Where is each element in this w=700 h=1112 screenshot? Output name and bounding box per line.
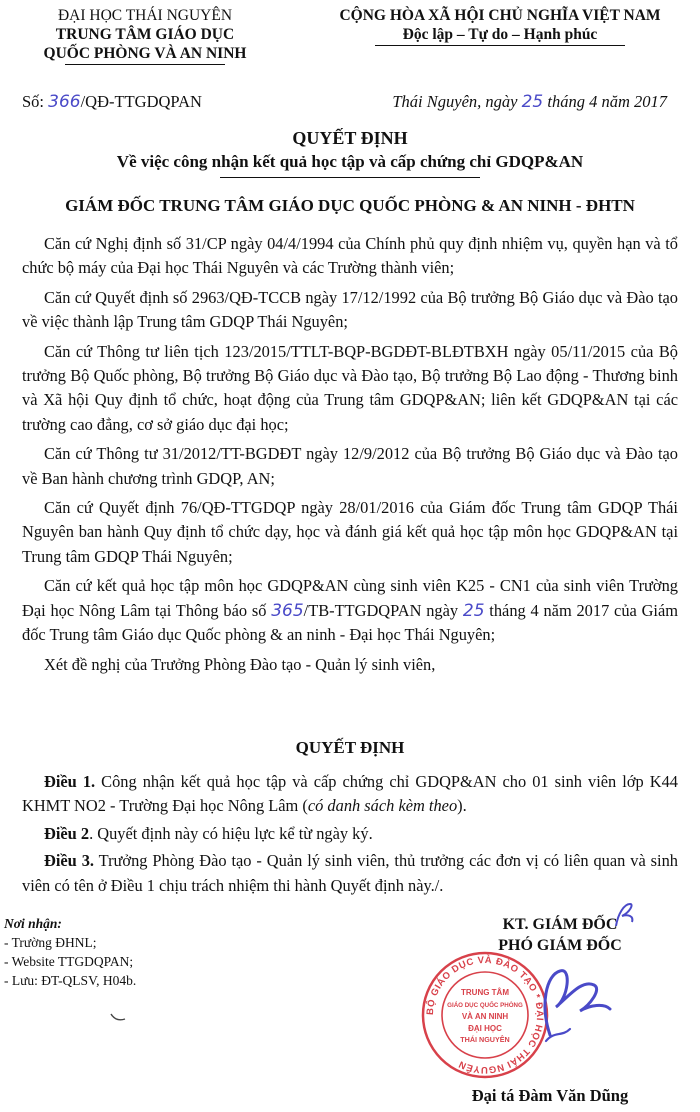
issuing-authority: GIÁM ĐỐC TRUNG TÂM GIÁO DỤC QUỐC PHÒNG & AN NINH - ĐHTN bbox=[65, 196, 635, 215]
decision-subject: Về việc công nhận kết quả học tập và cấp chứng chỉ GDQP&AN bbox=[116, 152, 584, 171]
basis-results-middle: /TB-TTGDQPAN ngày bbox=[303, 600, 463, 620]
basis-results-before: Căn cứ kết quả học tập môn học GDQP&AN cùng sinh viên K25 - CN1 của sinh viên Trường Đại học Nông Lâm tại Thông báo số bbox=[22, 576, 678, 620]
seal-inner-line: GIÁO DỤC QUỐC PHÒNG bbox=[447, 1002, 523, 1009]
doc-number-handwritten: 366 bbox=[48, 92, 81, 112]
recipient-item: - Trường ĐHNL; bbox=[4, 935, 97, 950]
recipient-item: - Lưu: ĐT-QLSV, H04b. bbox=[4, 973, 137, 988]
recipient-item: - Website TTGDQPAN; bbox=[4, 954, 134, 969]
basis-paragraph: Căn cứ Nghị định số 31/CP ngày 04/4/1994 của Chính phủ quy định nhiệm vụ, quyền hạn và tổ chức bộ máy của Đại học Thái Nguyên và các Trường thành viên; bbox=[22, 234, 678, 278]
date-day-handwritten: 25 bbox=[521, 92, 544, 112]
document-number bbox=[22, 92, 202, 112]
seal-inner-line: THÁI NGUYÊN bbox=[460, 1035, 510, 1044]
subject-underline bbox=[220, 177, 480, 178]
legal-bases bbox=[22, 232, 678, 682]
place-date-suffix: tháng 4 năm 2017 bbox=[543, 92, 667, 111]
issuer-header bbox=[0, 6, 290, 65]
seal-inner-line: ĐẠI HỌC bbox=[468, 1024, 502, 1033]
initial-mark bbox=[610, 900, 640, 928]
doc-number-prefix: Số: bbox=[22, 92, 49, 111]
seal-inner-line: VÀ AN NINH bbox=[461, 1012, 509, 1021]
article-1-text: Công nhận kết quả học tập và cấp chứng chỉ GDQP&AN cho 01 sinh viên lớp K44 KHMT NO2 - Trường Đại học Nông Lâm ( bbox=[22, 772, 678, 816]
article-1-end: ). bbox=[457, 796, 467, 816]
article-3-text: Trưởng Phòng Đào tạo - Quản lý sinh viên, thủ trưởng các đơn vị có liên quan và sinh viên có tên ở Điều 1 chịu trách nhiệm thi hành Quyết định này./. bbox=[22, 851, 678, 895]
seal-outer-text: BỘ GIÁO DỤC VÀ ĐÀO TẠO * ĐẠI HỌC THÁI NGUYÊN bbox=[424, 954, 546, 1076]
place-date bbox=[392, 92, 667, 112]
article-1-attachment-note: có danh sách kèm theo bbox=[307, 796, 458, 816]
handwritten-signature bbox=[510, 945, 620, 1055]
national-header bbox=[300, 6, 700, 46]
signature-position: PHÓ GIÁM ĐỐC bbox=[498, 937, 622, 954]
signer-name: Đại tá Đàm Văn Dũng bbox=[471, 1086, 629, 1105]
article-2-text: . Quyết định này có hiệu lực kể từ ngày ký. bbox=[89, 823, 373, 843]
recipients bbox=[4, 914, 136, 990]
motto-underline bbox=[375, 45, 625, 46]
notice-day-handwritten: 25 bbox=[462, 600, 485, 621]
national-title: CỘNG HÒA XÃ HỘI CHỦ NGHĨA VIỆT NAM bbox=[339, 7, 661, 24]
seal-inner-line: TRUNG TÂM bbox=[461, 988, 509, 997]
basis-results-after: tháng 4 năm 2017 của Giám đốc Trung tâm Giáo dục Quốc phòng & an ninh - Đại học Thái Nguyên; bbox=[22, 600, 678, 645]
issuer-name-line1: TRUNG TÂM GIÁO DỤC bbox=[55, 26, 235, 43]
article-1-label: Điều 1. bbox=[44, 772, 96, 791]
articles bbox=[22, 770, 678, 901]
article-3 bbox=[22, 849, 678, 898]
basis-results-paragraph bbox=[22, 574, 678, 647]
notice-number-handwritten: 365 bbox=[271, 600, 304, 621]
place-date-prefix: Thái Nguyên, ngày bbox=[392, 92, 522, 111]
issuer-parent: ĐẠI HỌC THÁI NGUYÊN bbox=[57, 7, 233, 24]
recipients-title: Nơi nhận: bbox=[4, 916, 62, 931]
article-2 bbox=[22, 822, 678, 846]
basis-paragraph: Căn cứ Thông tư 31/2012/TT-BGDĐT ngày 12/9/2012 của Bộ trưởng Bộ Giáo dục và Đào tạo về Ban hành chương trình GDQP, AN; bbox=[22, 444, 678, 488]
basis-paragraph: Căn cứ Quyết định 76/QĐ-TTGDQP ngày 28/01/2016 của Giám đốc Trung tâm GDQP Thái Nguyên ban hành Quy định tổ chức dạy, học và đánh giá kết quả học tập môn học GDQP&AN tại Trung tâm GDQP Thái Nguyên; bbox=[22, 498, 678, 566]
proposal-paragraph: Xét đề nghị của Trưởng Phòng Đào tạo - Quản lý sinh viên, bbox=[44, 654, 436, 674]
signature-authority: KT. GIÁM ĐỐC bbox=[502, 916, 618, 933]
article-1 bbox=[22, 770, 678, 819]
issuer-name-line2: QUỐC PHÒNG VÀ AN NINH bbox=[43, 45, 247, 62]
issuer-underline bbox=[65, 64, 225, 65]
national-motto: Độc lập – Tự do – Hạnh phúc bbox=[402, 26, 598, 43]
article-3-label: Điều 3. bbox=[44, 851, 95, 871]
decision-title: QUYẾT ĐỊNH bbox=[292, 128, 408, 148]
article-2-label: Điều 2 bbox=[44, 823, 90, 843]
doc-number-suffix: /QĐ-TTGDQPAN bbox=[80, 92, 202, 111]
decision-heading: QUYẾT ĐỊNH bbox=[295, 738, 405, 757]
pen-mark bbox=[108, 1010, 128, 1024]
basis-paragraph: Căn cứ Thông tư liên tịch 123/2015/TTLT-BQP-BGDĐT-BLĐTBXH ngày 05/11/2015 của Bộ trưởng Bộ Quốc phòng, Bộ trưởng Bộ Giáo dục và Đào tạo, Bộ trưởng Bộ Lao động - Thương binh và Xã hội Quy định tổ chức, hoạt động của Trung tâm GDQP&AN; liên kết GDQP&AN tại các trường cao đẳng, cơ sở giáo dục đại học; bbox=[22, 341, 678, 434]
basis-paragraph: Căn cứ Quyết định số 2963/QĐ-TCCB ngày 17/12/1992 của Bộ trưởng Bộ Giáo dục và Đào tạo về việc thành lập Trung tâm GDQP Thái Nguyên; bbox=[22, 287, 678, 332]
